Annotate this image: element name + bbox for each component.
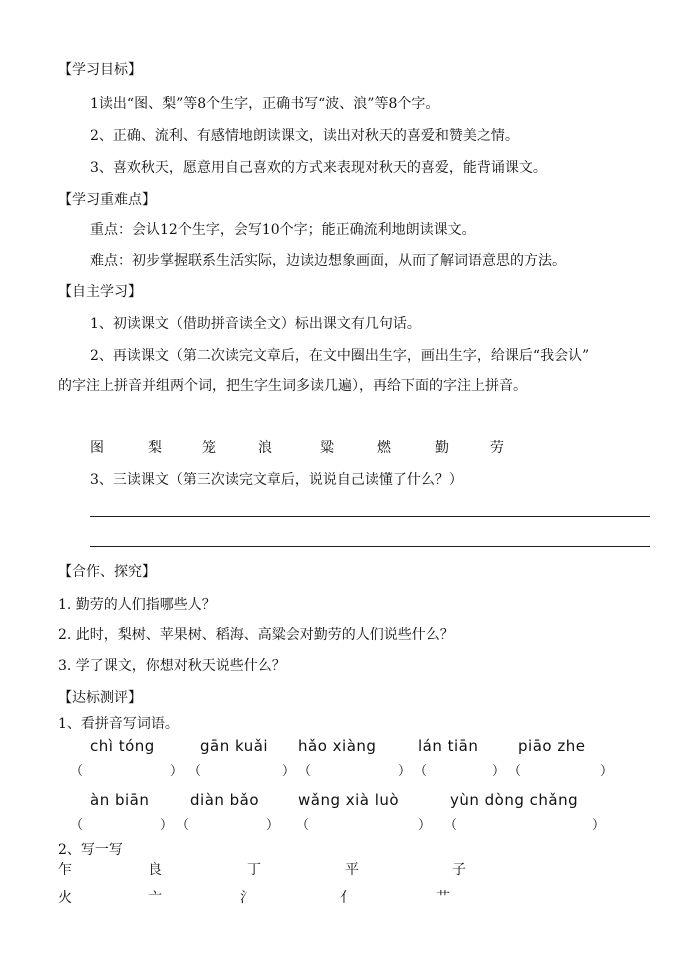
section-heading-cooperation: 【合作、探究】: [58, 564, 156, 580]
write-component: 平: [345, 862, 359, 878]
character-item: 粱: [320, 440, 334, 456]
character-item: 图: [90, 440, 104, 456]
key-point-difficult: 难点：初步掌握联系生活实际，边读边想象画面，从而了解词语意思的方法。: [90, 253, 566, 269]
cooperation-question-3: 3. 学了课文，你想对秋天说些什么？: [58, 658, 286, 674]
bracket-close: ）: [170, 764, 184, 779]
bracket-open: （: [296, 818, 310, 833]
pinyin-word: diàn bǎo: [190, 791, 260, 809]
bracket-open: （: [298, 764, 312, 779]
pinyin-word: hǎo xiàng: [298, 737, 377, 755]
write-component: 良: [148, 862, 162, 878]
pinyin-word: yùn dòng chǎng: [450, 791, 579, 809]
write-component: 子: [452, 862, 466, 878]
answer-line-2[interactable]: [90, 546, 650, 547]
bracket-open: （: [444, 818, 458, 833]
write-component: 火: [58, 890, 72, 906]
character-item: 梨: [148, 440, 162, 456]
bracket-close: ）: [592, 818, 606, 833]
write-component: 亠: [148, 890, 162, 906]
cooperation-question-1: 1. 勤劳的人们指哪些人？: [58, 597, 216, 613]
write-component: 氵: [240, 890, 254, 906]
pinyin-word: gān kuǎi: [200, 737, 269, 755]
section-heading-goals: 【学习目标】: [58, 62, 142, 78]
key-point-important: 重点：会认12个生字，会写10个字；能正确流利地朗读课文。: [90, 222, 476, 238]
goal-item-1: 1读出“图、梨”等8个生字，正确书写“波、浪”等8个字。: [90, 96, 440, 112]
pinyin-word: lán tiān: [418, 737, 479, 755]
section-heading-key-points: 【学习重难点】: [58, 192, 156, 208]
self-study-item-3: 3、三读课文（第三次读完文章后，说说自己读懂了什么？）: [90, 472, 463, 488]
write-component: 亻: [340, 890, 354, 906]
pinyin-word: àn biān: [90, 791, 150, 809]
answer-line-1[interactable]: [90, 516, 650, 517]
bracket-open: （: [70, 764, 84, 779]
bracket-close: ）: [398, 764, 412, 779]
bracket-close: ）: [282, 764, 296, 779]
self-study-item-2-line-2: 的字注上拼音并组两个词，把生字生词多读几遍），再给下面的字注上拼音。: [58, 378, 527, 394]
bracket-open: （: [188, 764, 202, 779]
bracket-close: ）: [266, 818, 280, 833]
character-item: 劳: [490, 440, 504, 456]
bracket-close: ）: [160, 818, 174, 833]
bracket-open: （: [414, 764, 428, 779]
bracket-close: ）: [600, 764, 614, 779]
section-heading-assessment: 【达标测评】: [58, 690, 142, 706]
character-item: 浪: [258, 440, 272, 456]
pinyin-word: chì tóng: [90, 737, 155, 755]
write-component: 丁: [247, 862, 261, 878]
character-item: 燃: [377, 440, 391, 456]
write-component: 艹: [436, 890, 450, 906]
assessment-task-2: 2、写一写: [58, 842, 123, 858]
assessment-task-1: 1、看拼音写词语。: [58, 716, 179, 732]
cooperation-question-2: 2. 此时，梨树、苹果树、稻海、高粱会对勤劳的人们说些什么？: [58, 627, 454, 643]
bracket-close: ）: [492, 764, 506, 779]
bracket-open: （: [176, 818, 190, 833]
write-component: 乍: [58, 862, 72, 878]
bracket-open: （: [508, 764, 522, 779]
pinyin-word: wǎng xià luò: [298, 791, 400, 809]
pinyin-word: piāo zhe: [518, 737, 586, 755]
bracket-open: （: [70, 818, 84, 833]
bracket-close: ）: [418, 818, 432, 833]
character-item: 勤: [435, 440, 449, 456]
self-study-item-2-line-1: 2、再读课文（第二次读完文章后，在文中圈出生字，画出生字，给课后“我会认”: [90, 348, 590, 364]
section-heading-self-study: 【自主学习】: [58, 284, 142, 300]
self-study-item-1: 1、初读课文（借助拼音读全文）标出课文有几句话。: [90, 316, 421, 332]
character-item: 笼: [202, 440, 216, 456]
goal-item-2: 2、正确、流利、有感情地朗读课文，读出对秋天的喜爱和赞美之情。: [90, 128, 519, 144]
goal-item-3: 3、喜欢秋天，愿意用自己喜欢的方式来表现对秋天的喜爱，能背诵课文。: [90, 160, 547, 176]
